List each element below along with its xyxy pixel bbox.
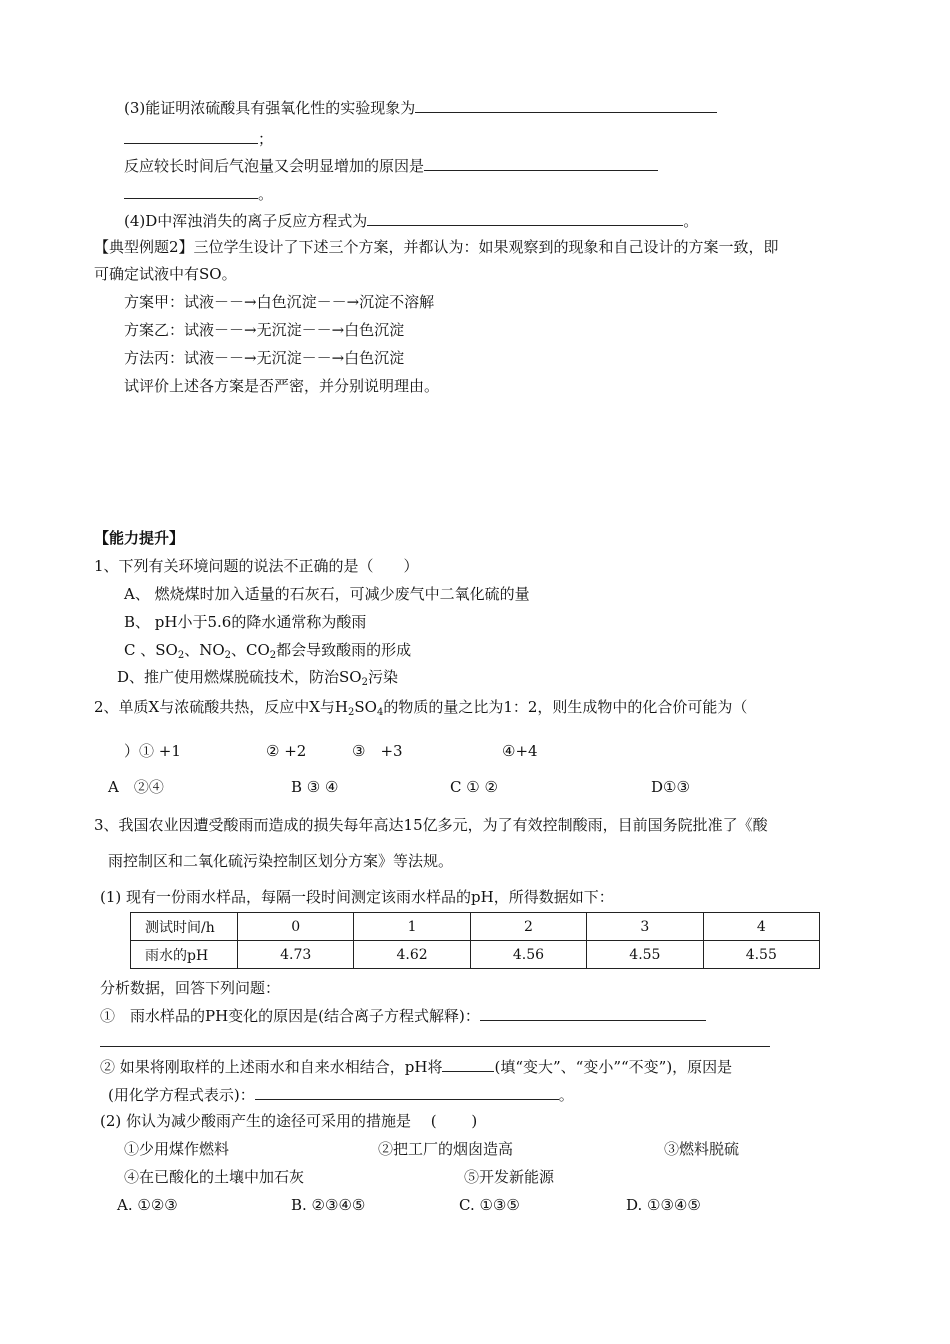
p3-q1 <box>100 1005 706 1026</box>
text: (填“变大”、“变小”“不变”)，原因是 <box>494 1058 733 1076</box>
text: 的物质的量之比为1：2，则生成物中的化合价可能为（ <box>383 698 748 716</box>
p1-option-c <box>124 640 411 660</box>
subscript: 2 <box>224 650 232 661</box>
text: C 、SO <box>124 641 178 659</box>
p2-option-2: ② +2 <box>266 742 307 760</box>
answer-blank[interactable] <box>124 183 258 199</box>
subscript: 2 <box>361 677 368 688</box>
p3-sub1-intro: (1) 现有一份雨水样品，每隔一段时间测定该雨水样品的pH，所得数据如下： <box>100 888 614 906</box>
text: ① 雨水样品的PH变化的原因是(结合离子方程式解释)： <box>100 1007 480 1025</box>
p2-answer-b: B ③ ④ <box>291 778 339 796</box>
p3-stem-line2: 雨控制区和二氧化硫污染控制区划分方案》等法规。 <box>108 852 454 870</box>
table-cell: 4.55 <box>703 941 819 969</box>
table-cell: 4 <box>703 913 819 941</box>
p1-stem: 1、下列有关环境问题的说法不正确的是（ ） <box>94 557 419 575</box>
table-cell: 2 <box>470 913 586 941</box>
answer-blank[interactable] <box>424 155 658 171</box>
table-cell: 3 <box>587 913 703 941</box>
subscript: 2 <box>177 650 185 661</box>
p3-sub2-stem: (2) 你认为减少酸雨产生的途径可采用的措施是 ( ) <box>100 1112 478 1130</box>
p1-option-d <box>117 667 398 687</box>
table-row <box>131 941 820 969</box>
text: 2、单质X与浓硫酸共热，反应中X与H <box>94 698 348 716</box>
measure-2: ②把工厂的烟囱造高 <box>378 1140 514 1158</box>
text: (用化学方程式表示)： <box>108 1086 255 1104</box>
punctuation: 。 <box>558 1086 574 1104</box>
text: 都会导致酸雨的形成 <box>276 641 412 659</box>
p1-option-a: A、 燃烧煤时加入适量的石灰石，可减少废气中二氧化硫的量 <box>124 585 530 603</box>
p2-answer-c: C ① ② <box>450 778 498 796</box>
plan-b: 方案乙：试液－－→无沉淀－－→白色沉淀 <box>124 321 405 339</box>
choice-a: A. ①②③ <box>117 1196 178 1214</box>
p2-option-4: ④+4 <box>502 742 538 760</box>
ph-data-table <box>130 912 820 969</box>
table-cell: 4.56 <box>470 941 586 969</box>
p1-option-b: B、 pH小于5.6的降水通常称为酸雨 <box>124 613 367 631</box>
p3-q2-line1 <box>100 1056 732 1077</box>
example2-prompt: 试评价上述各方案是否严密，并分别说明理由。 <box>124 377 440 395</box>
answer-blank[interactable] <box>255 1084 559 1100</box>
choice-c: C. ①③⑤ <box>459 1196 520 1214</box>
plan-a: 方案甲：试液－－→白色沉淀－－→沉淀不溶解 <box>124 293 435 311</box>
q3-line2 <box>124 128 273 149</box>
p2-option-1: ）① +1 <box>124 742 181 760</box>
text: SO <box>354 698 377 716</box>
measure-4: ④在已酸化的土壤中加石灰 <box>124 1168 305 1186</box>
q3-reason-prompt: 反应较长时间后气泡量又会明显增加的原因是 <box>124 157 425 175</box>
punctuation: 。 <box>683 212 699 230</box>
q3-line3 <box>124 155 658 176</box>
subscript: 2 <box>347 707 355 718</box>
q3-line4 <box>124 183 273 204</box>
p2-answer-a: A ②④ <box>108 778 164 796</box>
p3-q2-line2 <box>108 1084 574 1105</box>
choice-b: B. ②③④⑤ <box>291 1196 366 1214</box>
table-cell: 1 <box>354 913 470 941</box>
text: 、CO <box>231 641 270 659</box>
q3-prompt: (3)能证明浓硫酸具有强氧化性的实验现象为 <box>124 99 416 117</box>
table-cell: 4.55 <box>587 941 703 969</box>
p2-answer-d: D①③ <box>651 778 690 796</box>
text: 、NO <box>184 641 225 659</box>
table-cell: 4.62 <box>354 941 470 969</box>
measure-1: ①少用煤作燃料 <box>124 1140 230 1158</box>
punctuation: ； <box>258 130 274 148</box>
row-header-time: 测试时间/h <box>131 913 238 941</box>
example2-line1: 【典型例题2】三位学生设计了下述三个方案，并都认为：如果观察到的现象和自己设计的方案一致，即 <box>94 238 779 256</box>
answer-blank[interactable] <box>415 97 717 113</box>
table-row <box>131 913 820 941</box>
punctuation: 。 <box>258 185 274 203</box>
p3-stem-line1: 3、我国农业因遭受酸雨而造成的损失每年高达15亿多元，为了有效控制酸雨，目前国务院批准了《酸 <box>94 816 768 834</box>
p2-stem <box>94 697 747 717</box>
text: D、推广使用燃煤脱硫技术，防治SO <box>117 668 362 686</box>
q4-prompt: (4)D中浑浊消失的离子反应方程式为 <box>124 212 368 230</box>
p2-option-3: ③ +3 <box>352 742 403 760</box>
q3-line1 <box>124 97 717 118</box>
text: ② 如果将刚取样的上述雨水和自来水相结合，pH将 <box>100 1058 443 1076</box>
plan-c: 方法丙：试液－－→无沉淀－－→白色沉淀 <box>124 349 405 367</box>
example2-line2: 可确定试液中有SO。 <box>94 265 237 283</box>
measure-3: ③燃料脱硫 <box>664 1140 740 1158</box>
answer-blank[interactable] <box>124 128 258 144</box>
p3-analyze: 分析数据，回答下列问题： <box>100 979 281 997</box>
subscript: 2 <box>269 650 277 661</box>
table-cell: 0 <box>238 913 354 941</box>
answer-line[interactable] <box>100 1046 770 1047</box>
q4-line <box>124 210 698 231</box>
answer-blank[interactable] <box>480 1005 706 1021</box>
answer-blank[interactable] <box>442 1056 494 1072</box>
table-cell: 4.73 <box>238 941 354 969</box>
answer-blank[interactable] <box>367 210 683 226</box>
row-header-ph: 雨水的pH <box>131 941 238 969</box>
choice-d: D. ①③④⑤ <box>626 1196 701 1214</box>
subscript: 4 <box>376 707 384 718</box>
measure-5: ⑤开发新能源 <box>464 1168 555 1186</box>
section-title: 【能力提升】 <box>94 529 185 547</box>
text: 污染 <box>367 668 398 686</box>
